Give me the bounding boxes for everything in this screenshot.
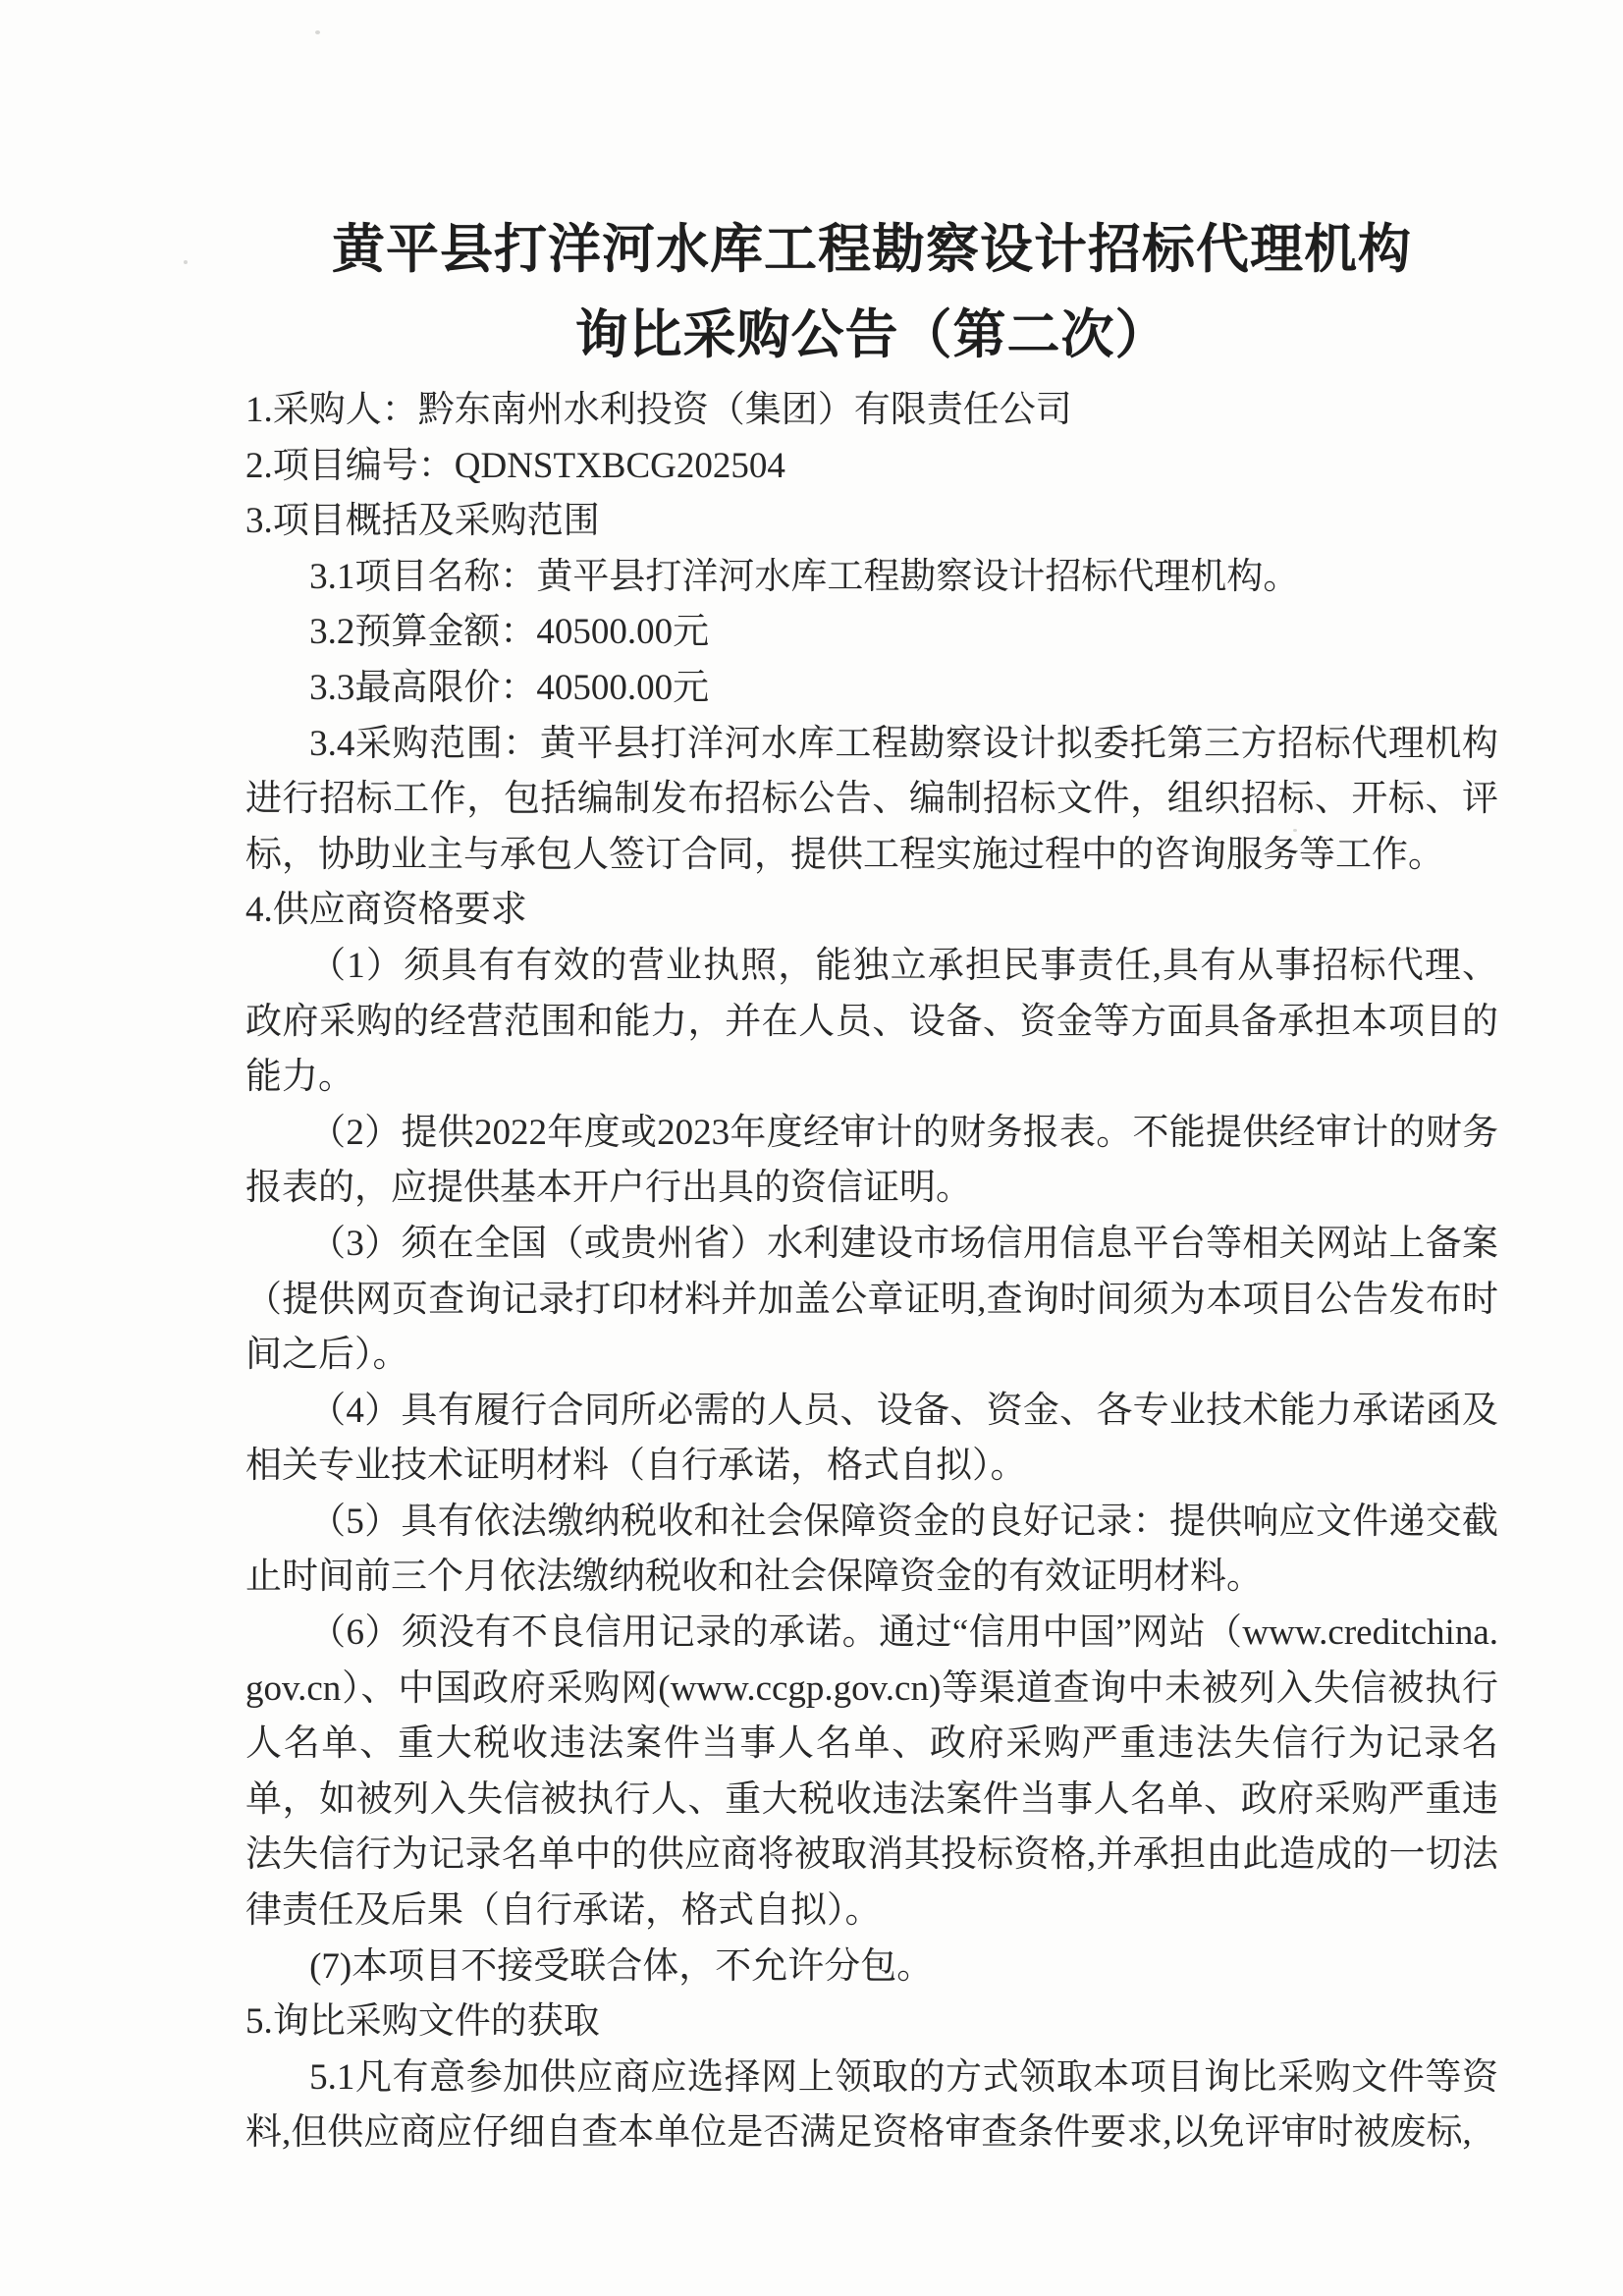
section-5-heading: 5.询比采购文件的获取 [245,2001,600,2043]
requirement-7-no-consortium: (7)本项目不接受联合体，不允许分包。 [309,1945,934,1987]
doc-title-line2: 询比采购公告（第二次） [574,305,1169,364]
requirement-4-capability-commitment: （4）具有履行合同所必需的人员、设备、资金、各专业技术能力承诺函及相关专业技术证明材料（自行承诺，格式自拟）。 [245,1390,1498,1487]
requirement-1-business-license: （1）须具有有效的营业执照，能独立承担民事责任,具有从事招标代理、政府采购的经营范围和能力，并在人员、设备、资金等方面具备承担本项目的能力。 [245,945,1498,1098]
clause-purchaser: 1.采购人：黔东南州水利投资（集团）有限责任公司 [245,390,1072,430]
clause-5-1-document-collection: 5.1凡有意参加供应商应选择网上领取的方式领取本项目询比采购文件等资料,但供应商应仔细自查本单位是否满足资格审查条件要求,以免评审时被废标, [245,2056,1498,2154]
document-body [245,383,1498,2161]
clause-3-2-budget: 3.2预算金额：40500.00元 [309,612,710,653]
scan-speck [184,260,188,264]
clause-project-number: 2.项目编号：QDNSTXBCG202504 [245,445,785,486]
document-content [245,0,1498,2161]
requirement-6-credit-record: （6）须没有不良信用记录的承诺。通过“信用中国”网站（www.creditchina.gov.cn）、中国政府采购网(www.ccgp.gov.cn)等渠道查询中未被列入失信被执行人名单、重大税收违法案件当事人名单、政府采购严重违法失信行为记录名单，如被列入失信被执行人、重大税收违法案件当事人名单、政府采购严重违法失信行为记录名单中的供应商将被取消其投标资格,并承担由此造成的一切法律责任及后果（自行承诺，格式自拟）。 [245,1613,1498,1932]
requirement-2-financial-report: （2）提供2022年度或2023年度经审计的财务报表。不能提供经审计的财务报表的，应提供基本开户行出具的资信证明。 [245,1112,1498,1209]
clause-3-3-price-cap: 3.3最高限价：40500.00元 [309,667,710,708]
requirement-5-tax-social-security: （5）具有依法缴纳税收和社会保障资金的良好记录：提供响应文件递交截止时间前三个月依法缴纳税收和社会保障资金的有效证明材料。 [245,1501,1498,1598]
clause-3-4-procurement-scope: 3.4采购范围：黄平县打洋河水库工程勘察设计拟委托第三方招标代理机构进行招标工作，包括编制发布招标公告、编制招标文件，组织招标、开标、评标，协助业主与承包人签订合同，提供工程实施过程中的咨询服务等工作。 [245,723,1498,875]
section-4-heading: 4.供应商资格要求 [245,890,527,931]
doc-title-line1: 黄平县打洋河水库工程勘察设计招标代理机构 [332,220,1412,279]
requirement-3-platform-registration: （3）须在全国（或贵州省）水利建设市场信用信息平台等相关网站上备案（提供网页查询记录打印材料并加盖公章证明,查询时间须为本项目公告发布时间之后）。 [245,1223,1498,1376]
clause-3-1-project-name: 3.1项目名称：黄平县打洋河水库工程勘察设计招标代理机构。 [309,556,1300,597]
section-3-heading: 3.项目概括及采购范围 [245,501,600,542]
